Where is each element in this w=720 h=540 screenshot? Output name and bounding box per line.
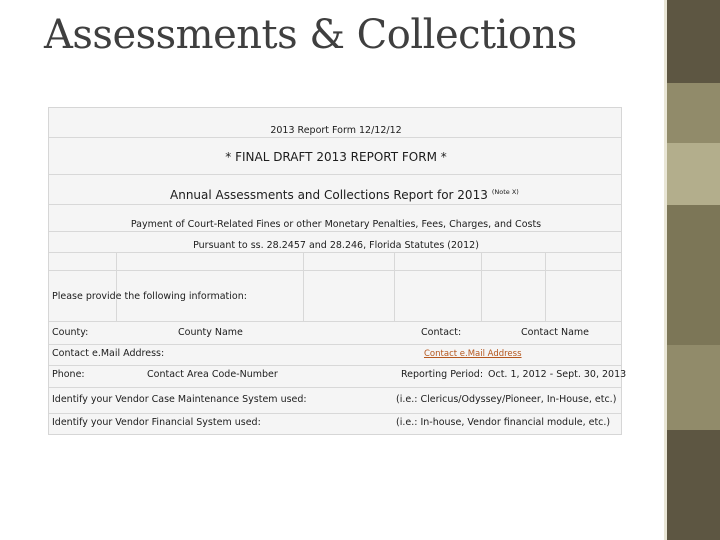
grid-line — [49, 174, 621, 175]
county-field: County Name — [178, 327, 243, 338]
grid-line — [49, 204, 621, 205]
decorative-block — [667, 83, 720, 143]
email-label: Contact e.Mail Address: — [52, 348, 165, 359]
statute-line: Pursuant to ss. 28.2457 and 28.246, Florida Statutes (2012) — [193, 240, 479, 251]
slide-title: Assessments & Collections — [44, 12, 577, 58]
grid-line — [116, 252, 117, 321]
county-label: County: — [52, 327, 89, 338]
decorative-block — [667, 143, 720, 205]
grid-line — [394, 252, 395, 321]
vendor-financial-system-example: (i.e.: In-house, Vendor financial module, etc.) — [396, 417, 611, 428]
grid-line — [49, 270, 621, 271]
instruction-text: Please provide the following information: — [52, 291, 247, 302]
annual-report-title-text: Annual Assessments and Collections Report for 2013 — [170, 188, 488, 202]
grid-line — [49, 387, 621, 388]
grid-line — [49, 413, 621, 414]
grid-line — [545, 252, 546, 321]
annual-report-title — [170, 188, 519, 203]
reporting-period-value: Oct. 1, 2012 - Sept. 30, 2013 — [488, 369, 627, 380]
report-form — [48, 107, 627, 435]
report-form-version: 2013 Report Form 12/12/12 — [270, 125, 402, 136]
grid-line — [49, 137, 621, 138]
grid-line — [49, 321, 621, 322]
grid-line — [481, 252, 482, 321]
note-reference: (Note X) — [491, 188, 519, 196]
decorative-block — [667, 345, 720, 430]
grid-line — [49, 344, 621, 345]
decorative-block — [667, 0, 720, 83]
phone-field: Contact Area Code-Number — [147, 369, 278, 380]
contact-email-link[interactable]: Contact e.Mail Address — [424, 349, 522, 359]
draft-title: * FINAL DRAFT 2013 REPORT FORM * — [225, 150, 447, 164]
reporting-period-label: Reporting Period: — [401, 369, 484, 380]
vendor-case-system-label: Identify your Vendor Case Maintenance System used: — [52, 394, 307, 405]
decorative-block — [667, 205, 720, 345]
contact-field: Contact Name — [521, 327, 590, 338]
payment-line: Payment of Court-Related Fines or other Monetary Penalties, Fees, Charges, and Costs — [130, 219, 542, 230]
decorative-block — [667, 430, 720, 540]
phone-label: Phone: — [52, 369, 85, 380]
grid-line — [49, 252, 621, 253]
grid-line — [49, 231, 621, 232]
grid-line — [303, 252, 304, 321]
contact-label: Contact: — [421, 327, 462, 338]
vendor-case-system-example: (i.e.: Clericus/Odyssey/Pioneer, In-House, etc.) — [396, 394, 617, 405]
grid-line — [49, 365, 621, 366]
vendor-financial-system-label: Identify your Vendor Financial System used: — [52, 417, 261, 428]
